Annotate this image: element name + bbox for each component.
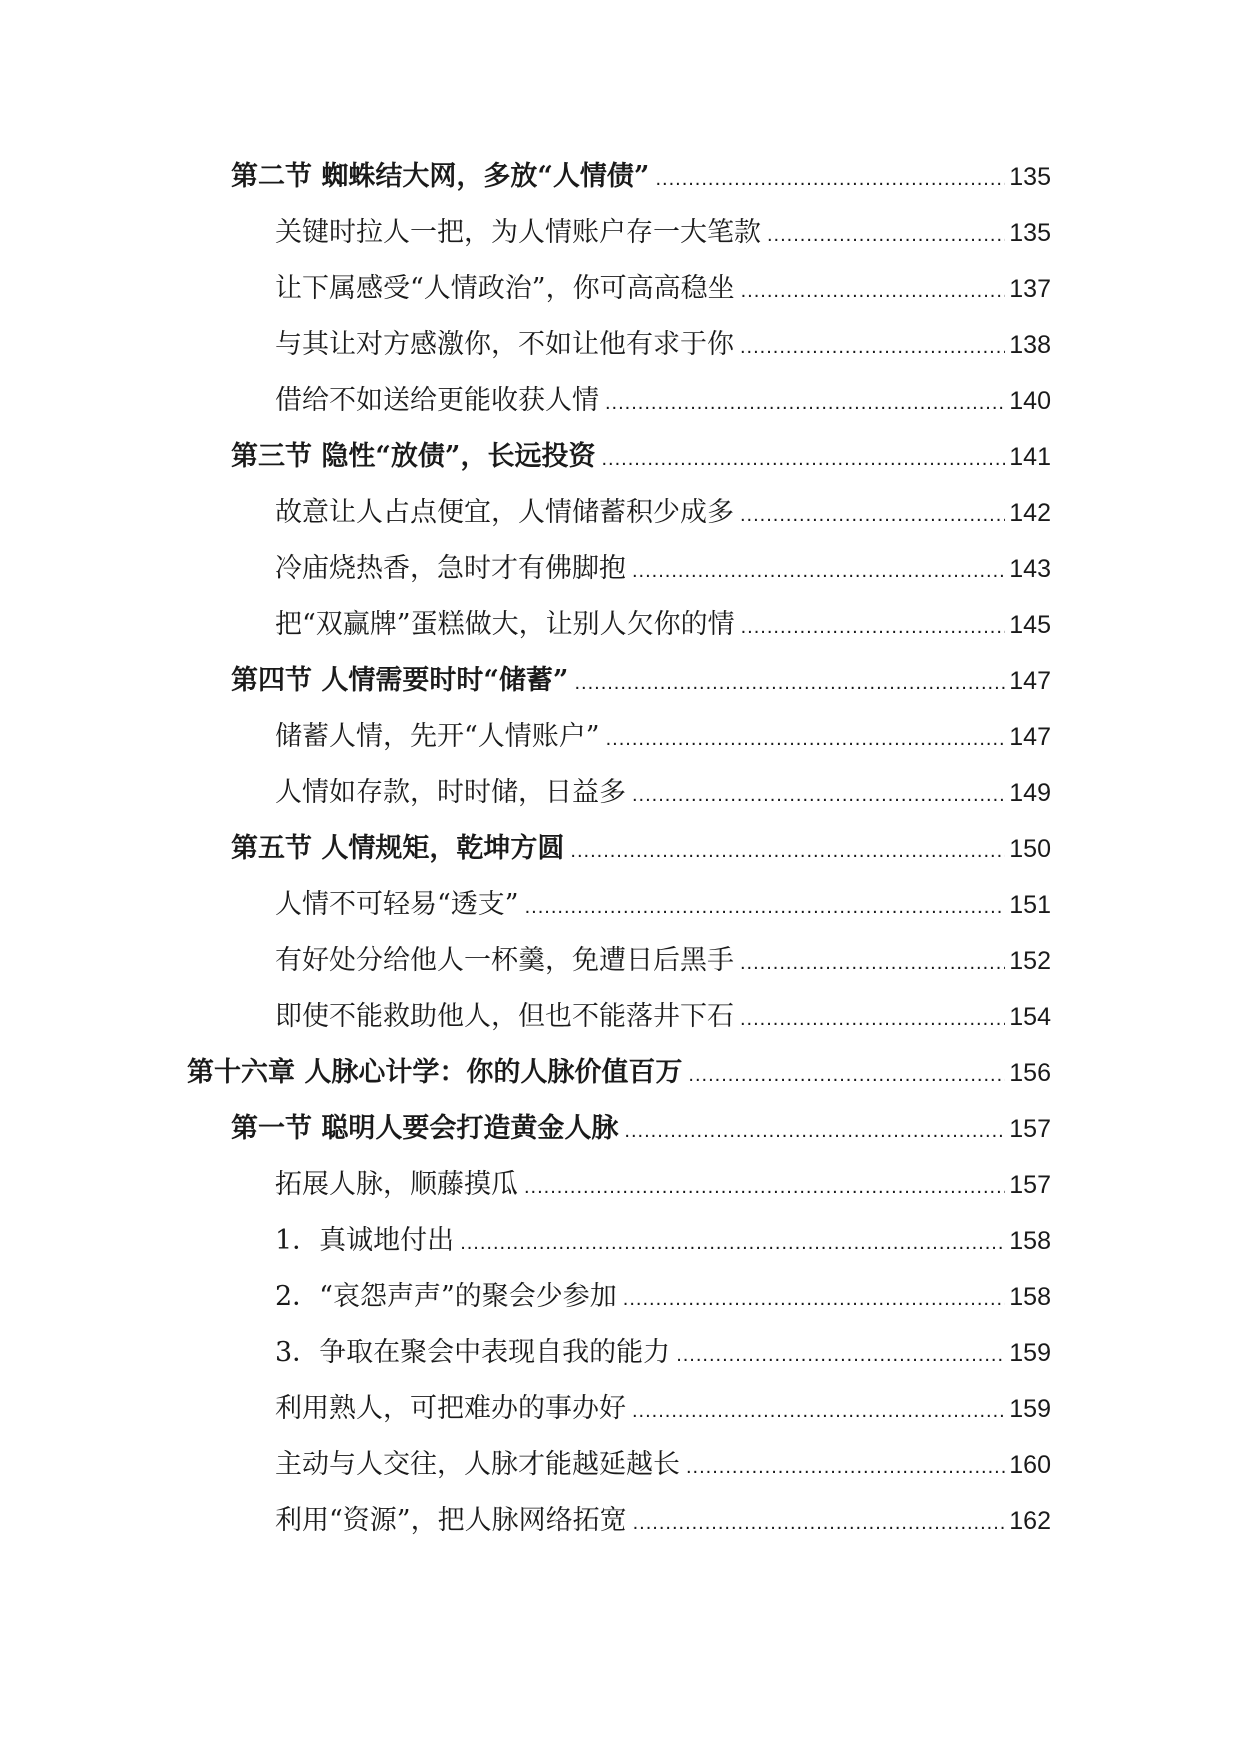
toc-item-entry[interactable] (275, 1501, 1051, 1541)
toc-entry-title: 故意让人占点便宜，人情储蓄积少成多 (275, 497, 734, 528)
toc-entry-page: 142 (1009, 499, 1051, 527)
toc-item-entry[interactable] (275, 1221, 1051, 1261)
dot-leader (740, 327, 1005, 367)
toc-entry-page: 147 (1009, 667, 1051, 695)
toc-entry-title: 有好处分给他人一杯羹，免遭日后黑手 (275, 945, 734, 976)
toc-item-entry[interactable] (275, 1333, 1051, 1373)
dot-leader (524, 1167, 1005, 1207)
toc-entry-page: 150 (1009, 835, 1051, 863)
toc-item-entry[interactable] (275, 717, 1051, 757)
toc-entry-title: 第二节 蜘蛛结大网，多放“人情债” (231, 161, 650, 192)
dot-leader (740, 999, 1005, 1039)
toc-entry-page: 151 (1009, 891, 1051, 919)
toc-item-entry[interactable] (275, 941, 1051, 981)
toc-item-entry[interactable] (275, 1445, 1051, 1485)
dot-leader (606, 719, 1006, 759)
toc-section-entry[interactable] (231, 1109, 1051, 1149)
dot-leader (632, 1391, 1005, 1431)
toc-entry-page: 135 (1009, 163, 1051, 191)
toc-entry-title: 让下属感受“人情政治”，你可高高稳坐 (275, 273, 735, 304)
toc-entry-page: 157 (1009, 1171, 1051, 1199)
toc-entry-title: 利用“资源”，把人脉网络拓宽 (275, 1505, 627, 1536)
toc-entry-page: 162 (1009, 1507, 1051, 1535)
toc-entry-page: 158 (1009, 1283, 1051, 1311)
toc-item-entry[interactable] (275, 997, 1051, 1037)
dot-leader (570, 831, 1005, 871)
toc-entry-title: 人情不可轻易“透支” (275, 889, 519, 920)
toc-entry-page: 158 (1009, 1227, 1051, 1255)
toc-item-entry[interactable] (275, 1277, 1051, 1317)
dot-leader (623, 1279, 1005, 1319)
toc-entry-page: 156 (1009, 1059, 1051, 1087)
dot-leader (605, 383, 1005, 423)
toc-chapter-entry[interactable] (187, 1053, 1051, 1093)
toc-item-entry[interactable] (275, 213, 1051, 253)
toc-entry-page: 147 (1009, 723, 1051, 751)
dot-leader (688, 1055, 1005, 1095)
toc-entry-title: 1．真诚地付出 (275, 1225, 455, 1256)
toc-item-entry[interactable] (275, 885, 1051, 925)
toc-entry-page: 152 (1009, 947, 1051, 975)
toc-entry-title: 与其让对方感激你，不如让他有求于你 (275, 329, 734, 360)
toc-entry-page: 160 (1009, 1451, 1051, 1479)
toc-item-entry[interactable] (275, 269, 1051, 309)
dot-leader (624, 1111, 1005, 1151)
dot-leader (655, 159, 1005, 199)
toc-section-entry[interactable] (231, 829, 1051, 869)
dot-leader (525, 887, 1006, 927)
toc-entry-page: 145 (1009, 611, 1051, 639)
toc-item-entry[interactable] (275, 549, 1051, 589)
toc-entry-title: 拓展人脉，顺藤摸瓜 (275, 1169, 518, 1200)
toc-entry-page: 135 (1009, 219, 1051, 247)
toc-entry-title: 把“双赢牌”蛋糕做大，让别人欠你的情 (275, 609, 735, 640)
toc-entry-page: 157 (1009, 1115, 1051, 1143)
toc-entry-title: 第四节 人情需要时时“储蓄” (231, 665, 569, 696)
toc-entry-page: 159 (1009, 1395, 1051, 1423)
toc-entry-title: 主动与人交往，人脉才能越延越长 (275, 1449, 680, 1480)
dot-leader (676, 1335, 1005, 1375)
toc-item-entry[interactable] (275, 1389, 1051, 1429)
toc-item-entry[interactable] (275, 493, 1051, 533)
toc-entry-page: 141 (1009, 443, 1051, 471)
toc-entry-page: 140 (1009, 387, 1051, 415)
toc-entry-page: 149 (1009, 779, 1051, 807)
dot-leader (767, 215, 1005, 255)
toc-entry-page: 137 (1009, 275, 1051, 303)
dot-leader (574, 663, 1005, 703)
toc-entry-title: 第五节 人情规矩，乾坤方圆 (231, 833, 565, 864)
toc-entry-title: 即使不能救助他人，但也不能落井下石 (275, 1001, 734, 1032)
toc-item-entry[interactable] (275, 1165, 1051, 1205)
dot-leader (632, 551, 1005, 591)
toc-section-entry[interactable] (231, 661, 1051, 701)
toc-entry-title: 2．“哀怨声声”的聚会少参加 (275, 1281, 617, 1312)
dot-leader (632, 775, 1005, 815)
toc-entry-title: 利用熟人，可把难办的事办好 (275, 1393, 626, 1424)
toc-entry-page: 154 (1009, 1003, 1051, 1031)
toc-entry-page: 138 (1009, 331, 1051, 359)
dot-leader (460, 1223, 1005, 1263)
toc-entry-page: 159 (1009, 1339, 1051, 1367)
toc-entry-title: 第十六章 人脉心计学：你的人脉价值百万 (187, 1057, 683, 1088)
dot-leader (633, 1503, 1006, 1543)
toc-entry-title: 人情如存款，时时储，日益多 (275, 777, 626, 808)
toc-entry-title: 冷庙烧热香，急时才有佛脚抱 (275, 553, 626, 584)
dot-leader (740, 495, 1005, 535)
toc-item-entry[interactable] (275, 381, 1051, 421)
toc-entry-title: 3．争取在聚会中表现自我的能力 (275, 1337, 671, 1368)
toc-entry-title: 第一节 聪明人要会打造黄金人脉 (231, 1113, 619, 1144)
toc-entry-page: 143 (1009, 555, 1051, 583)
toc-entry-title: 第三节 隐性“放债”，长远投资 (231, 441, 596, 472)
dot-leader (686, 1447, 1005, 1487)
dot-leader (741, 271, 1006, 311)
toc-section-entry[interactable] (231, 157, 1051, 197)
toc-entry-title: 储蓄人情，先开“人情账户” (275, 721, 600, 752)
toc-item-entry[interactable] (275, 605, 1051, 645)
dot-leader (601, 439, 1005, 479)
toc-entry-title: 借给不如送给更能收获人情 (275, 385, 599, 416)
dot-leader (741, 607, 1006, 647)
dot-leader (740, 943, 1005, 983)
toc-entry-title: 关键时拉人一把，为人情账户存一大笔款 (275, 217, 761, 248)
toc-item-entry[interactable] (275, 325, 1051, 365)
toc-section-entry[interactable] (231, 437, 1051, 477)
toc-item-entry[interactable] (275, 773, 1051, 813)
